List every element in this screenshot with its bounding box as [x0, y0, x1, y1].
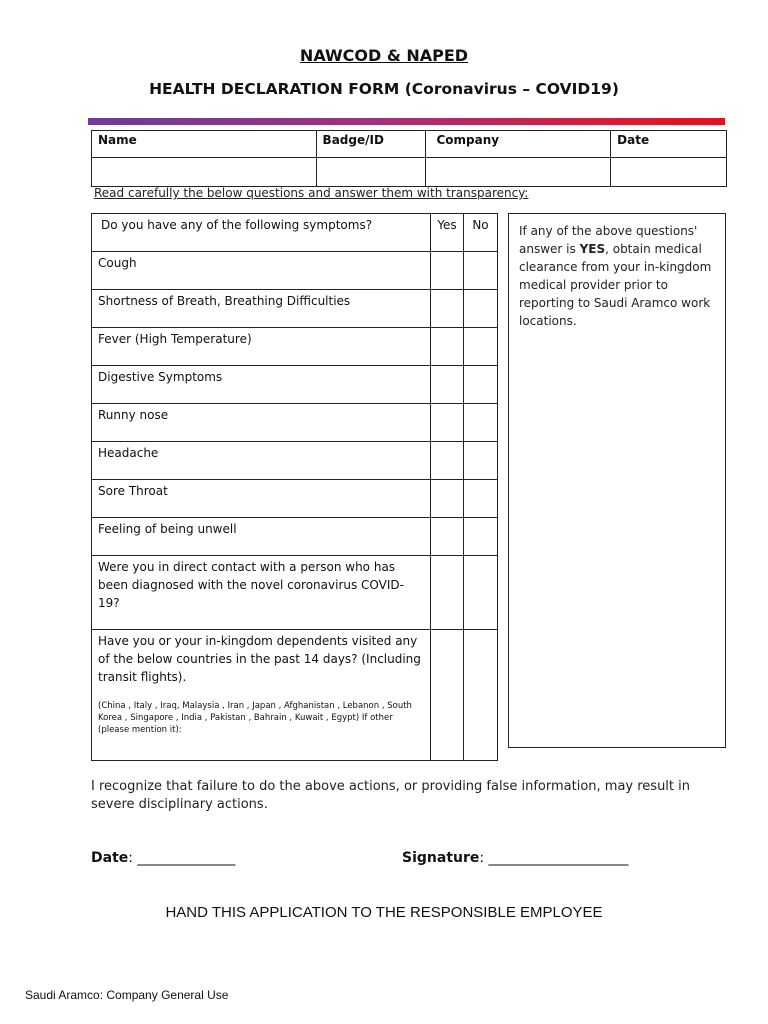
symptom-headache: Headache	[92, 442, 431, 480]
yes-checkbox[interactable]	[431, 480, 464, 518]
table-row	[92, 252, 498, 290]
direct-contact-question: Were you in direct contact with a person who has been diagnosed with the novel coronavirus COVID-19?	[92, 556, 431, 630]
hand-instruction: HAND THIS APPLICATION TO THE RESPONSIBLE EMPLOYEE	[165, 904, 603, 921]
travel-question: Have you or your in-kingdom dependents visited any of the below countries in the past 14 days? (Including transit flights).	[98, 634, 421, 684]
signature-blank[interactable]: : ____________________	[479, 850, 629, 866]
acknowledgement-text: I recognize that failure to do the above actions, or providing false information, may result in severe disciplinary actions.	[91, 779, 691, 812]
date-header: Date	[611, 131, 727, 158]
instruction-text: Read carefully the below questions and answer them with transparency:	[94, 186, 529, 200]
footer-classification: Saudi Aramco: Company General Use	[25, 988, 229, 1002]
date-label: Date	[91, 850, 129, 866]
yes-checkbox[interactable]	[431, 518, 464, 556]
travel-question-cell	[92, 630, 431, 761]
no-checkbox[interactable]	[464, 366, 498, 404]
yes-checkbox[interactable]	[431, 252, 464, 290]
table-row	[92, 404, 498, 442]
medical-clearance-note	[508, 213, 726, 748]
table-row	[92, 480, 498, 518]
company-field[interactable]	[426, 158, 611, 187]
no-checkbox[interactable]	[464, 442, 498, 480]
symptom-shortness-of-breath: Shortness of Breath, Breathing Difficulties	[92, 290, 431, 328]
table-row	[92, 556, 498, 630]
no-checkbox[interactable]	[464, 518, 498, 556]
yes-checkbox[interactable]	[431, 366, 464, 404]
yes-checkbox[interactable]	[431, 630, 464, 761]
table-row	[92, 290, 498, 328]
symptom-sore-throat: Sore Throat	[92, 480, 431, 518]
no-checkbox[interactable]	[464, 252, 498, 290]
symptom-digestive: Digestive Symptoms	[92, 366, 431, 404]
countries-note: (China , Italy , Iraq, Malaysia , Iran , Japan , Afghanistan , Lebanon , South Korea , Singapore , India , Pakistan , Bahrain , Kuwait , Egypt) If other (please mention it):	[98, 701, 412, 735]
no-checkbox[interactable]	[464, 630, 498, 761]
form-org-title: NAWCOD & NAPED	[299, 46, 469, 65]
name-field[interactable]	[92, 158, 317, 187]
header-gradient-bar	[88, 118, 725, 125]
employee-info-table	[91, 130, 727, 187]
signature-label: Signature	[402, 850, 480, 866]
yes-checkbox[interactable]	[431, 328, 464, 366]
symptom-cough: Cough	[92, 252, 431, 290]
company-header: Company	[426, 131, 611, 158]
symptoms-question: Do you have any of the following symptoms?	[92, 214, 431, 252]
date-field[interactable]	[611, 158, 727, 187]
no-checkbox[interactable]	[464, 480, 498, 518]
table-row	[92, 518, 498, 556]
note-yes-emphasis: YES	[579, 242, 606, 256]
note-text-before: If any of the above questions' answer is	[519, 224, 698, 256]
symptom-fever: Fever (High Temperature)	[92, 328, 431, 366]
badge-id-field[interactable]	[316, 158, 426, 187]
no-checkbox[interactable]	[464, 556, 498, 630]
yes-checkbox[interactable]	[431, 556, 464, 630]
no-checkbox[interactable]	[464, 328, 498, 366]
yes-checkbox[interactable]	[431, 290, 464, 328]
no-checkbox[interactable]	[464, 290, 498, 328]
no-column-header: No	[464, 214, 498, 252]
signature-line	[402, 850, 629, 866]
yes-checkbox[interactable]	[431, 404, 464, 442]
note-text-after: , obtain medical clearance from your in-kingdom medical provider prior to reporting to Saudi Aramco work locations.	[519, 242, 712, 328]
yes-checkbox[interactable]	[431, 442, 464, 480]
yes-column-header: Yes	[431, 214, 464, 252]
table-row	[92, 328, 498, 366]
date-blank[interactable]: : ______________	[128, 850, 236, 866]
table-row	[92, 366, 498, 404]
symptom-runny-nose: Runny nose	[92, 404, 431, 442]
badge-id-header: Badge/ID	[316, 131, 426, 158]
date-signature-line	[91, 850, 235, 866]
form-title: HEALTH DECLARATION FORM (Coronavirus – COVID19)	[149, 80, 619, 98]
symptoms-table	[91, 213, 498, 761]
no-checkbox[interactable]	[464, 404, 498, 442]
symptom-unwell: Feeling of being unwell	[92, 518, 431, 556]
name-header: Name	[92, 131, 317, 158]
table-row	[92, 630, 498, 761]
table-row	[92, 442, 498, 480]
